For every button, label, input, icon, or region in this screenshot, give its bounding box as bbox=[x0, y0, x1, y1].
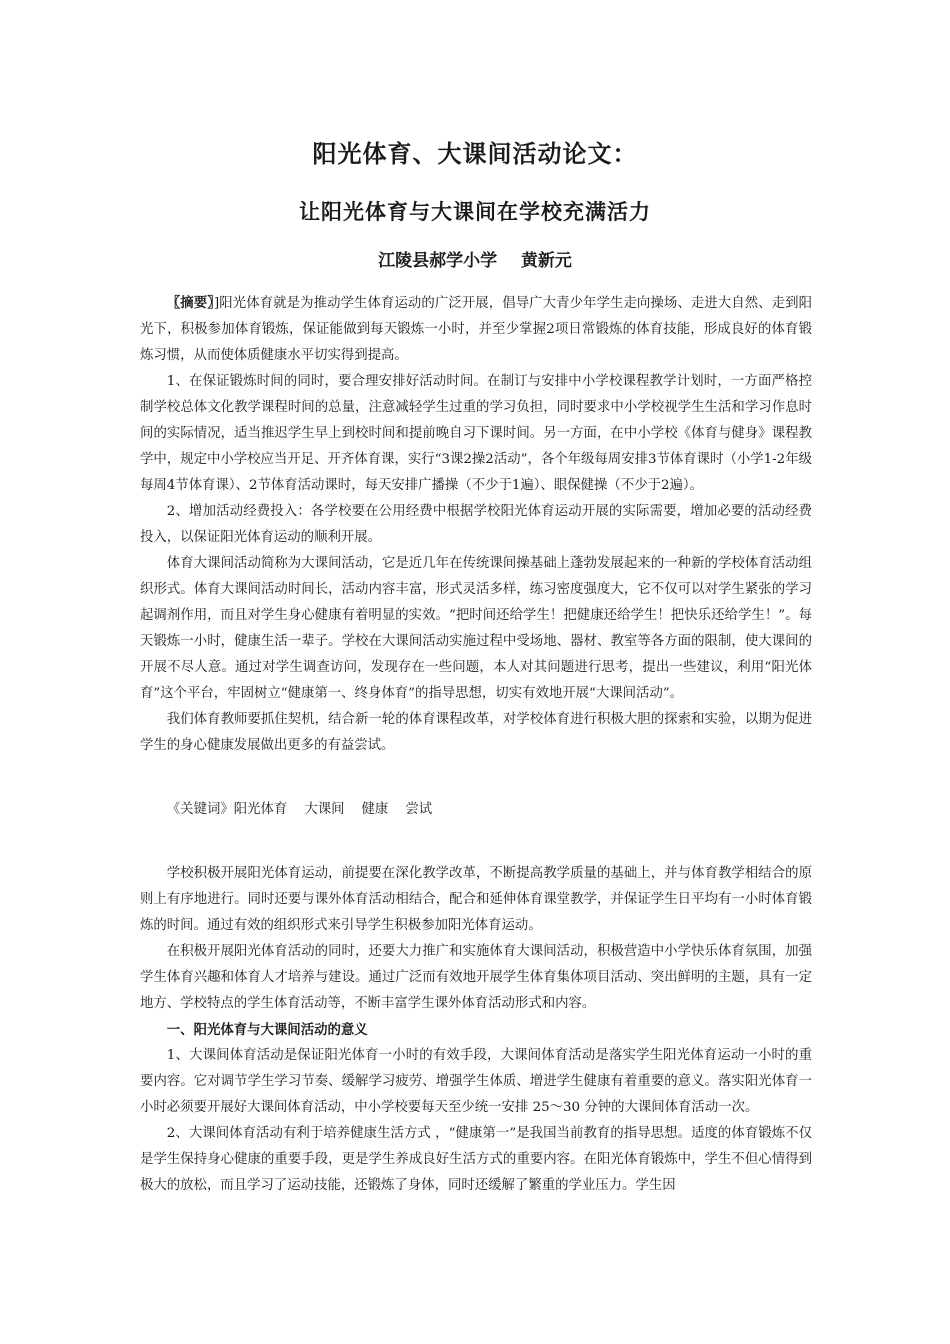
author-line: 江陵县郝学小学 黄新元 bbox=[378, 251, 572, 271]
keywords-line: 《关键词》阳光体育 大课间 健康 尝试 bbox=[166, 802, 433, 817]
paragraph: 体育大课间活动简称为大课间活动，它是近几年在传统课间操基础上蓬勃发展起来的一种新的学校体育活动组织形式。体育大课间活动时间长，活动内容丰富，形式灵活多样，练习密度强度大，它不仅可以对学生紧张的学习起调剂作用，而且对学生身心健康有着明显的实效。“把时间还给学生！把健康还给学生！把快乐还给学生！”。每天锻炼一小时，健康生活一辈子。学校在大课间活动实施过程中受场地、器材、教室等各方面的限制，使大课间的开展不尽人意。通过对学生调查访问，发现存在一些问题，本人对其问题进行思考，提出一些建议，利用“阳光体育”这个平台，牢固树立“健康第一、终身体育”的指导思想，切实有效地开展“大课间活动”。 bbox=[140, 556, 812, 701]
paragraph: 学校积极开展阳光体育运动，前提要在深化教学改革，不断提高教学质量的基础上，并与体育教学相结合的原则上有序地进行。同时还要与课外体育活动相结合，配合和延伸体育课堂教学，并保证学生日平均有一小时体育锻炼的时间。通过有效的组织形式来引导学生积极参加阳光体育运动。 bbox=[140, 866, 812, 933]
abstract-text: ]阳光体育就是为推动学生体育运动的广泛开展，倡导广大青少年学生走向操场、走进大自然、走到阳光下，积极参加体育锻炼，保证能做到每天锻炼一小时，并至少掌握2项日常锻炼的体育技能，形成良好的体育锻炼习惯，从而使体质健康水平切实得到提高。 bbox=[140, 296, 812, 363]
paragraph: 1、大课间体育活动是保证阳光体育一小时的有效手段，大课间体育活动是落实学生阳光体育运动一小时的重要内容。它对调节学生学习节奏、缓解学习疲劳、增强学生体质、增进学生健康有着重要的意义。落实阳光体育一小时必须要开展好大课间体育活动，中小学校要每天至少统一安排 25～30 分钟的大课间体育活动一次。 bbox=[140, 1048, 812, 1115]
abstract-paragraph bbox=[140, 290, 812, 369]
paragraph: 1、在保证锻炼时间的同时，要合理安排好活动时间。在制订与安排中小学校课程教学计划时，一方面严格控制学校总体文化教学课程时间的总量，注意减轻学生过重的学习负担，同时要求中小学校视学生生活和学习作息时间的实际情况，适当推迟学生早上到校时间和提前晚自习下课时间。另一方面，在中小学校《体育与健身》课程教学中，规定中小学校应当开足、开齐体育课，实行“3课2操2活动”，各个年级每周安排3节体育课时（小学1-2年级每周4节体育课）、2节体育活动课时，每天安排广播操（不少于1遍）、眼保健操（不少于2遍）。 bbox=[140, 374, 812, 493]
document-body bbox=[140, 290, 812, 1199]
paragraph: 在积极开展阳光体育活动的同时，还要大力推广和实施体育大课间活动，积极营造中小学快乐体育氛围，加强学生体育兴趣和体育人才培养与建设。通过广泛而有效地开展学生体育集体项目活动、突出鲜明的主题，具有一定地方、学校特点的学生体育活动等，不断丰富学生课外体育活动形式和内容。 bbox=[140, 944, 812, 1011]
abstract-label: 〖摘要〗 bbox=[166, 295, 214, 311]
page-subtitle: 让阳光体育与大课间在学校充满活力 bbox=[299, 200, 651, 224]
paragraph: 我们体育教师要抓住契机，结合新一轮的体育课程改革，对学校体育进行积极大胆的探索和实验，以期为促进学生的身心健康发展做出更多的有益尝试。 bbox=[140, 712, 812, 753]
section-heading: 一、阳光体育与大课间活动的意义 bbox=[166, 1022, 368, 1038]
paragraph: 2、大课间体育活动有利于培养健康生活方式 ，“健康第一”是我国当前教育的指导思想。适度的体育锻炼不仅是学生保持身心健康的重要手段，更是学生养成良好生活方式的重要内容。在阳光体育锻炼中，学生不但心情得到极大的放松，而且学习了运动技能，还锻炼了身体，同时还缓解了繁重的学业压力。学生因 bbox=[140, 1126, 812, 1193]
paragraph: 2、增加活动经费投入：各学校要在公用经费中根据学校阳光体育运动开展的实际需要，增加必要的活动经费投入，以保证阳光体育运动的顺利开展。 bbox=[140, 504, 812, 545]
page-title: 阳光体育、大课间活动论文： bbox=[312, 140, 638, 168]
